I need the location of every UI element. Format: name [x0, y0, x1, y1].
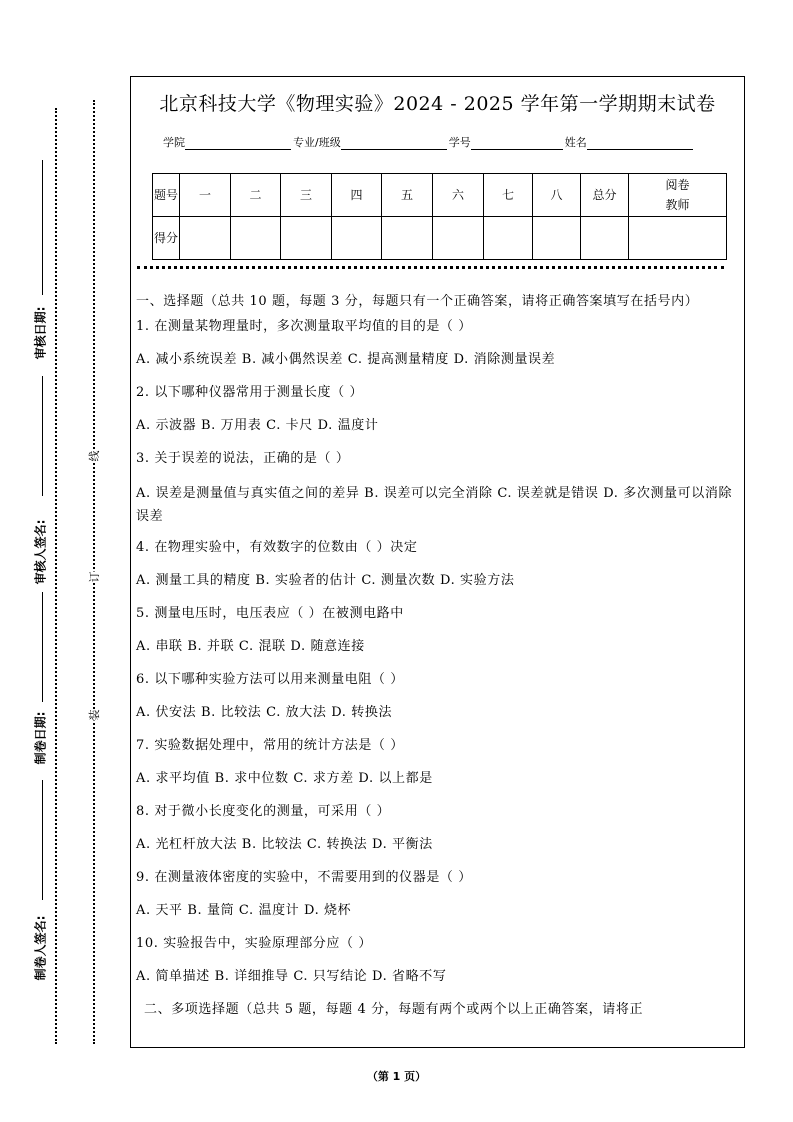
col-header: 一: [180, 174, 231, 217]
exam-content: [136, 290, 738, 1033]
exam-frame: [130, 76, 745, 1048]
question-8-options: A. 光杠杆放大法 B. 比较法 C. 转换法 D. 平衡法: [136, 837, 433, 852]
question-3-options: A. 误差是测量值与真实值之间的差异 B. 误差可以完全消除 C. 误差就是错误 D. 多次测量可以消除误差: [136, 486, 733, 524]
reviewer-date-label: 审核日期:: [33, 306, 48, 360]
question-1: 1. 在测量某物理量时，多次测量取平均值的目的是（ ）: [136, 319, 472, 334]
maker-date-line: [42, 592, 43, 702]
dotted-separator: [137, 266, 724, 269]
page-number: （第 1 页）: [366, 1070, 427, 1083]
question-9-options: A. 天平 B. 量筒 C. 温度计 D. 烧杯: [136, 903, 352, 918]
col-header: 七: [484, 174, 533, 217]
col-header: 六: [433, 174, 484, 217]
question-4-options: A. 测量工具的精度 B. 实验者的估计 C. 测量次数 D. 实验方法: [136, 573, 515, 588]
student-id-label: 学号: [448, 136, 471, 149]
col-header: 三: [281, 174, 332, 217]
school-blank[interactable]: [185, 137, 291, 150]
reviewer-sign-line: [42, 376, 43, 496]
score-table: [152, 173, 727, 260]
binding-line-char: 线: [84, 451, 104, 462]
question-10: 10. 实验报告中，实验原理部分应（ ）: [136, 936, 372, 951]
student-info-row: [163, 134, 695, 150]
maker-sign-label: 制卷人签名:: [33, 915, 48, 981]
major-label: 专业/班级: [293, 136, 341, 149]
question-number-label: 题号: [153, 174, 180, 217]
score-cell[interactable]: [180, 217, 231, 260]
reviewer-sign-label: 审核人签名:: [33, 519, 48, 585]
col-header: 二: [231, 174, 281, 217]
question-7-options: A. 求平均值 B. 求中位数 C. 求方差 D. 以上都是: [136, 771, 433, 786]
score-cell[interactable]: [533, 217, 581, 260]
col-header: 八: [533, 174, 581, 217]
question-6-options: A. 伏安法 B. 比较法 C. 放大法 D. 转换法: [136, 705, 393, 720]
school-label: 学院: [163, 136, 185, 149]
question-3: 3. 关于误差的说法，正确的是（ ）: [136, 451, 350, 466]
reviewer-date-line: [42, 160, 43, 295]
score-cell-total[interactable]: [581, 217, 629, 260]
binding-ding-char: 订: [84, 572, 104, 583]
exam-title: 北京科技大学《物理实验》2024 - 2025 学年第一学期期末试卷: [159, 93, 716, 115]
question-5: 5. 测量电压时，电压表应（ ）在被测电路中: [136, 606, 404, 621]
question-4: 4. 在物理实验中，有效数字的位数由（ ）决定: [136, 540, 418, 555]
col-header-total: 总分: [581, 174, 629, 217]
col-header: 五: [382, 174, 433, 217]
name-label: 姓名: [564, 136, 587, 149]
section-1-heading: 一、选择题（总共 10 题，每题 3 分，每题只有一个正确答案，请将正确答案填写在括号内）: [136, 294, 699, 309]
student-id-blank[interactable]: [471, 137, 563, 150]
maker-date-label: 制卷日期:: [33, 711, 48, 765]
question-5-options: A. 串联 B. 并联 C. 混联 D. 随意连接: [136, 639, 365, 654]
name-blank[interactable]: [587, 137, 693, 150]
question-8: 8. 对于微小长度变化的测量，可采用（ ）: [136, 804, 391, 819]
grader-cell[interactable]: [629, 217, 727, 260]
maker-sign-line: [42, 780, 43, 900]
question-2-options: A. 示波器 B. 万用表 C. 卡尺 D. 温度计: [136, 418, 379, 433]
col-header: 四: [332, 174, 382, 217]
section-2-heading: 二、多项选择题（总共 5 题，每题 4 分，每题有两个或两个以上正确答案，请将正: [144, 1002, 644, 1017]
question-2: 2. 以下哪种仪器常用于测量长度（ ）: [136, 385, 364, 400]
question-9: 9. 在测量液体密度的实验中，不需要用到的仪器是（ ）: [136, 870, 472, 885]
score-cell[interactable]: [382, 217, 433, 260]
score-label: 得分: [153, 217, 180, 260]
question-7: 7. 实验数据处理中，常用的统计方法是（ ）: [136, 738, 404, 753]
score-cell[interactable]: [433, 217, 484, 260]
major-blank[interactable]: [341, 137, 447, 150]
score-cell[interactable]: [231, 217, 281, 260]
question-1-options: A. 减小系统误差 B. 减小偶然误差 C. 提高测量精度 D. 消除测量误差: [136, 352, 556, 367]
left-dotted-rule: [55, 108, 57, 1044]
score-table-score-row: [153, 217, 727, 260]
score-cell[interactable]: [484, 217, 533, 260]
grader-label: 阅卷教师: [629, 174, 727, 217]
question-6: 6. 以下哪种实验方法可以用来测量电阻（ ）: [136, 672, 404, 687]
score-cell[interactable]: [332, 217, 382, 260]
score-cell[interactable]: [281, 217, 332, 260]
question-10-options: A. 简单描述 B. 详细推导 C. 只写结论 D. 省略不写: [136, 969, 447, 984]
binding-zhuang-char: 装: [84, 710, 104, 721]
score-table-header-row: [153, 174, 727, 217]
